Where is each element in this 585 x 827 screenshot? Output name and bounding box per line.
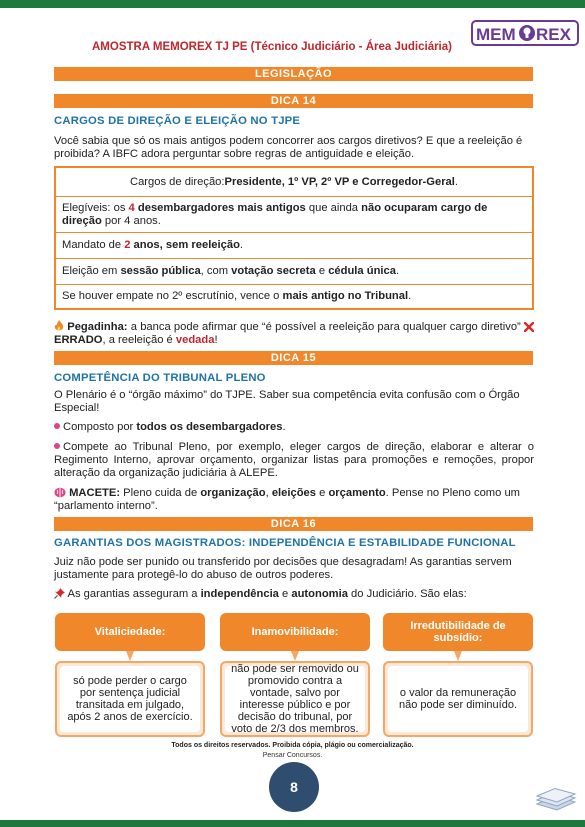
card-vitaliciedade-body: só pode perder o cargo por sentença judicial transitada em julgado, após 2 anos de exercício. bbox=[55, 661, 205, 737]
cargos-row: Cargos de direção: Presidente, 1º VP, 2º VP e Corregedor-Geral . bbox=[129, 175, 458, 188]
svg-text:MEM: MEM bbox=[476, 25, 516, 44]
macete-note: MACETE: Pleno cuida de organização, eleições e orçamento. Pense no Pleno como um “parlamento interno”. bbox=[54, 487, 520, 512]
dica15-title: COMPETÊNCIA DO TRIBUNAL PLENO bbox=[54, 372, 266, 384]
bottom-green-bar bbox=[0, 820, 585, 827]
pegadinha-note: Pegadinha: a banca pode afirmar que “é possível a reeleição para qualquer cargo diretivo” ERRADO, a reeleição é vedada! bbox=[54, 320, 534, 347]
card-irredutibilidade-body: o valor da remuneração não pode ser diminuído. bbox=[383, 661, 533, 737]
cross-mark-icon bbox=[524, 322, 534, 332]
footer-rights: Todos os direitos reservados. Proibida cópia, plágio ou comercialização. bbox=[171, 742, 414, 749]
dica16-intro: Juiz não pode ser punido ou transferido por decisões que desagradam! As garantias servem justamente para protegê-lo do abuso de outros poderes. bbox=[54, 556, 512, 581]
dica14-intro: Você sabia que só os mais antigos podem concorrer aos cargos diretivos? E que a reeleição é proibida? A IBFC adora perguntar sobre regras de antiguidade e eleição. bbox=[54, 135, 523, 160]
footer-brand: Pensar Concursos. bbox=[262, 752, 323, 759]
dica16-bar: DICA 16 bbox=[54, 517, 533, 531]
dica15-intro: O Plenário é o “órgão máximo” do TJPE. Saber sua competência evita confusão com o Órgão Especial! bbox=[54, 389, 520, 414]
page-number: 8 bbox=[269, 762, 319, 812]
elegiveis-row: Elegíveis: os 4 desembargadores mais antigos que ainda não ocuparam cargo de direção por 4 anos. bbox=[56, 196, 532, 232]
document-header-title: AMOSTRA MEMOREX TJ PE (Técnico Judiciário - Área Judiciária) bbox=[92, 41, 452, 53]
arrow-down-icon bbox=[126, 651, 134, 661]
card-irredutibilidade-title: Irredutibilidade de subsídio: bbox=[383, 613, 533, 651]
fire-icon bbox=[54, 320, 64, 332]
arrow-down-icon bbox=[454, 651, 462, 661]
arrow-down-icon bbox=[291, 651, 299, 661]
dica16-title: GARANTIAS DOS MAGISTRADOS: INDEPENDÊNCIA E ESTABILIDADE FUNCIONAL bbox=[54, 537, 516, 549]
dica15-bullet-2: Compete ao Tribunal Pleno, por exemplo, eleger cargos de direção, elaborar e alterar o Regimento Interno, aprovar orçamento, organizar listas para promoções e remoções, propor alteração da organização judiciária à ALEPE. bbox=[54, 441, 534, 479]
pin-bullet-icon bbox=[54, 443, 60, 449]
dica14-table bbox=[54, 166, 534, 310]
pin-bullet-icon bbox=[54, 423, 60, 429]
pushpin-icon bbox=[54, 588, 65, 599]
dica15-bullet-1: Composto por todos os desembargadores. bbox=[54, 421, 534, 434]
card-inamovibilidade-body: não pode ser removido ou promovido contra a vontade, salvo por interesse público e por decisão do tribunal, por voto de 2/3 dos membros. bbox=[220, 661, 370, 737]
eleicao-row: Eleição em sessão pública, com votação secreta e cédula única. bbox=[56, 258, 532, 284]
legislacao-bar: LEGISLAÇÃO bbox=[54, 67, 533, 81]
mandato-row: Mandato de 2 anos, sem reeleição. bbox=[56, 232, 532, 258]
books-icon bbox=[533, 788, 578, 812]
card-vitaliciedade-title: Vitaliciedade: bbox=[55, 613, 205, 651]
dica14-bar: DICA 14 bbox=[54, 94, 533, 108]
dica14-title: CARGOS DE DIREÇÃO E ELEIÇÃO NO TJPE bbox=[54, 115, 301, 127]
brain-icon bbox=[54, 487, 66, 498]
card-inamovibilidade-title: Inamovibilidade: bbox=[220, 613, 370, 651]
memorex-logo bbox=[470, 15, 580, 51]
top-green-bar bbox=[0, 0, 585, 8]
empate-row: Se houver empate no 2º escrutínio, vence o mais antigo no Tribunal. bbox=[56, 284, 532, 308]
dica16-garantias-line: As garantias asseguram a independência e autonomia do Judiciário. São elas: bbox=[54, 588, 534, 601]
svg-text:REX: REX bbox=[536, 25, 571, 44]
dica15-bar: DICA 15 bbox=[54, 351, 533, 365]
